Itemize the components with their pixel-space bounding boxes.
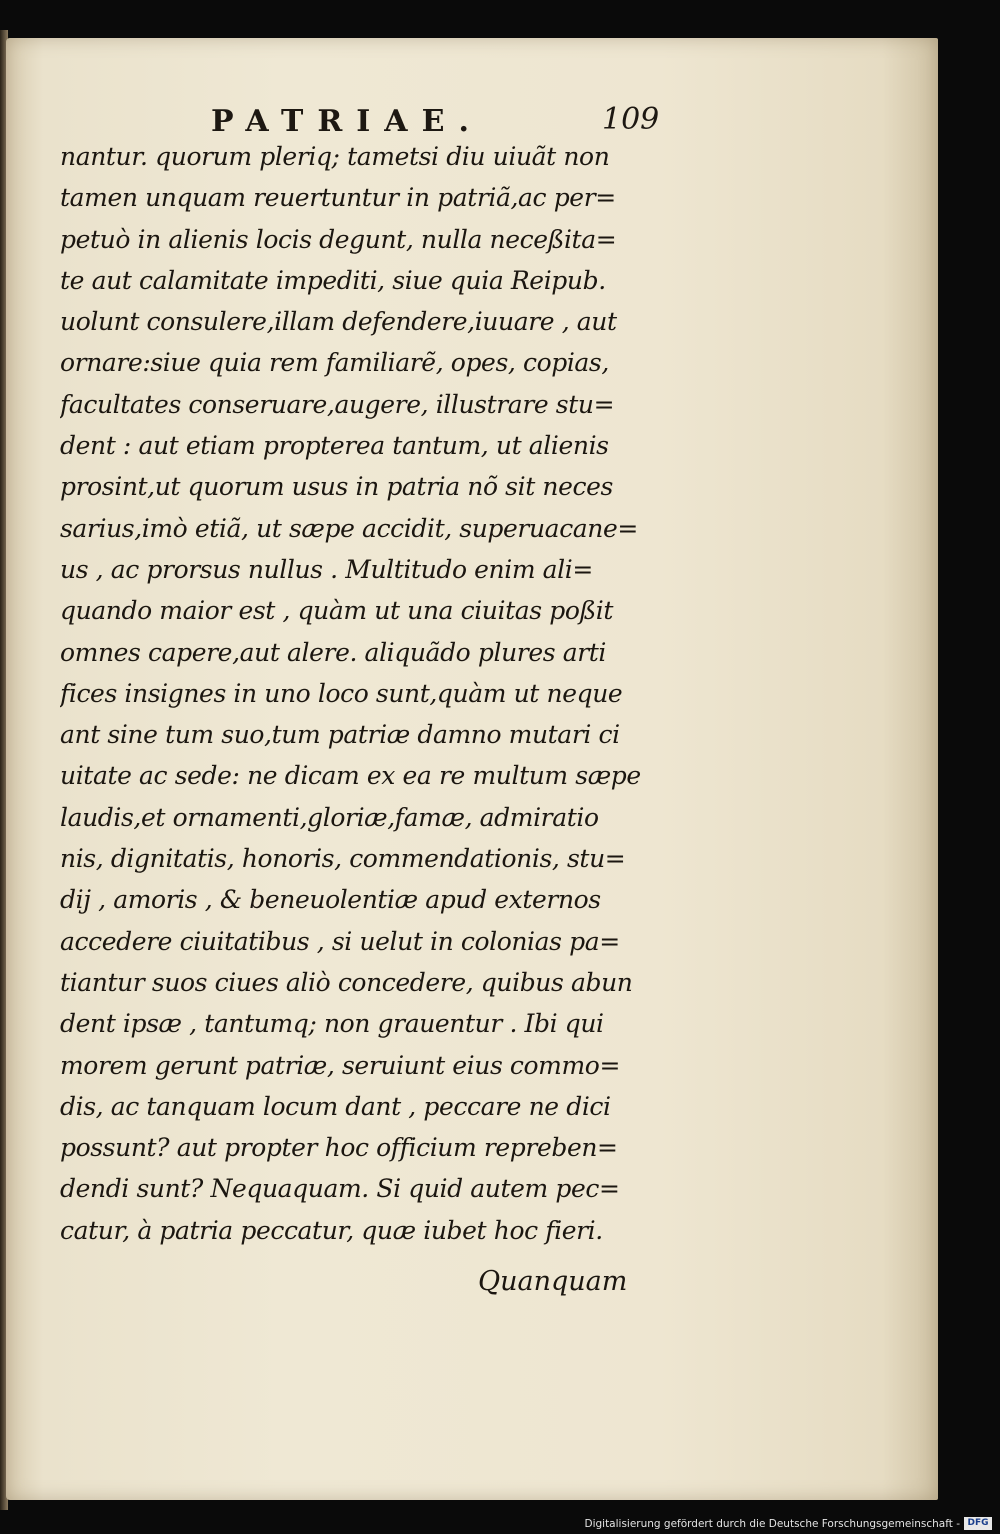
text-line: fices insignes in uno loco sunt,quàm ut neque xyxy=(60,678,623,708)
footer-credit: Digitalisierung gefördert durch die Deutsche Forschungsgemeinschaft - xyxy=(584,1518,960,1530)
page-number: 109 xyxy=(602,102,660,137)
text-line: uolunt consulere,illam defendere,iuuare , aut xyxy=(60,307,617,337)
text-line: us , ac prorsus nullus . Multitudo enim ali= xyxy=(60,554,593,584)
text-line: possunt? aut propter hoc officium repreben= xyxy=(60,1133,618,1163)
text-line: dent : aut etiam propterea tantum, ut alienis xyxy=(60,431,609,461)
running-head: PATRIAE. xyxy=(211,104,483,139)
text-line: tamen unquam reuertuntur in patriã,ac per= xyxy=(60,183,616,213)
text-line: te aut calamitate impediti, siue quia Reipub. xyxy=(60,265,606,295)
text-line: laudis,et ornamenti,gloriæ,famæ, admiratio xyxy=(60,802,599,832)
text-line: uitate ac sede: ne dicam ex ea re multum sæpe xyxy=(60,761,641,791)
text-line: facultates conseruare,augere, illustrare stu= xyxy=(60,389,615,419)
text-line: morem gerunt patriæ, seruiunt eius commo= xyxy=(60,1050,620,1080)
text-line: tiantur suos ciues aliò concedere, quibus abun xyxy=(60,967,633,997)
text-line: omnes capere,aut alere. aliquãdo plures arti xyxy=(60,637,606,667)
text-line: dent ipsæ , tantumq; non grauentur . Ibi qui xyxy=(60,1009,604,1039)
text-line: sarius,imò etiã, ut sæpe accidit, superuacane= xyxy=(60,513,638,543)
text-line: ornare:siue quia rem familiarẽ, opes, copias, xyxy=(60,348,609,378)
text-line: nis, dignitatis, honoris, commendationis, stu= xyxy=(60,844,626,874)
text-line: nantur. quorum pleriq; tametsi diu uiuãt non xyxy=(60,142,610,171)
text-line: ant sine tum suo,tum patriæ damno mutari ci xyxy=(60,720,620,750)
text-line: quando maior est , quàm ut una ciuitas poßit xyxy=(60,596,614,626)
catchword: Quanquam xyxy=(478,1266,628,1297)
book-page xyxy=(6,38,938,1500)
text-line: prosint,ut quorum usus in patria nõ sit neces xyxy=(60,472,613,502)
body-text xyxy=(60,136,660,1251)
text-line: petuò in alienis locis degunt, nulla neceßita= xyxy=(60,224,617,254)
text-line: accedere ciuitatibus , si uelut in colonias pa= xyxy=(60,926,620,956)
text-line: catur, à patria peccatur, quæ iubet hoc fieri. xyxy=(60,1215,603,1245)
text-line: dij , amoris , & beneuolentiæ apud externos xyxy=(60,885,601,915)
footer-bar xyxy=(0,1514,1000,1534)
text-line: dendi sunt? Nequaquam. Si quid autem pec= xyxy=(60,1174,620,1204)
dfg-logo-icon: DFG xyxy=(964,1517,992,1530)
text-line: dis, ac tanquam locum dant , peccare ne dici xyxy=(60,1091,611,1121)
